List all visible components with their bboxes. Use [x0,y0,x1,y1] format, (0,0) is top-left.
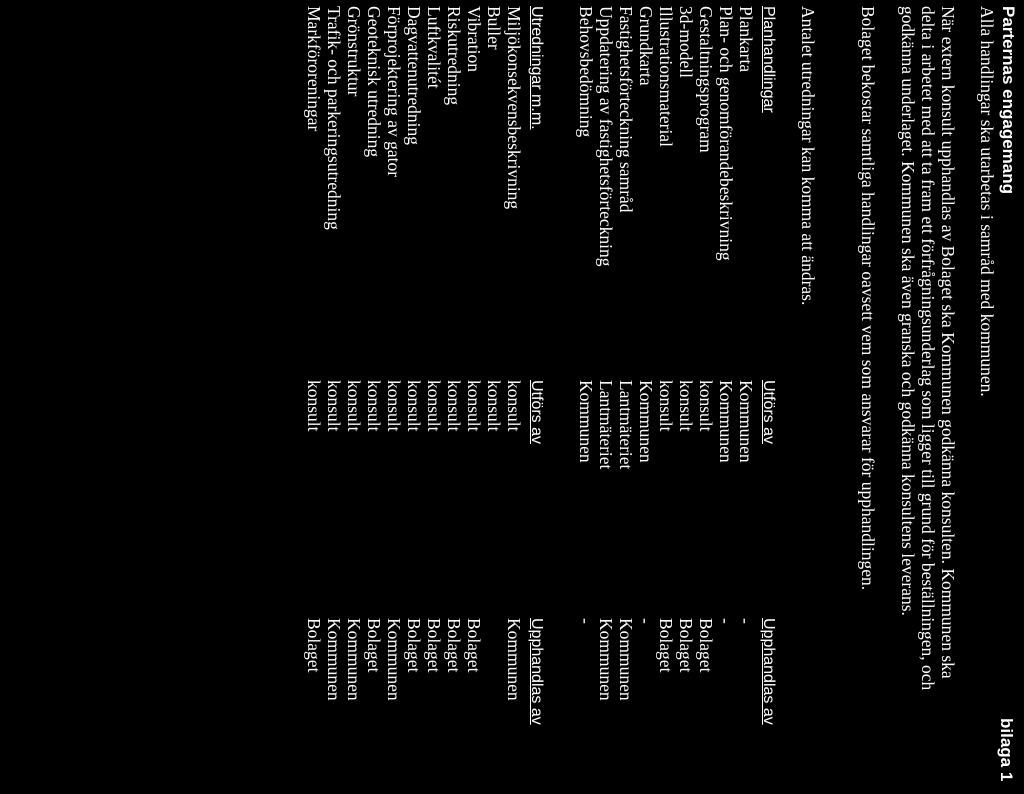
table-row [324,0,344,794]
table-cell: Bolaget [656,618,676,673]
table-row [636,0,656,794]
table-cell: Kommunen [736,380,756,463]
table-row [404,0,424,794]
table-row [596,0,616,794]
table-cell: konsult [656,380,676,432]
table-cell: Kommunen [576,380,596,463]
table-cell: konsult [404,380,424,432]
table-cell: Bolaget [676,618,696,673]
table-cell: Lantmäteriet [616,380,636,470]
table-cell: Illustrationsmaterial [656,6,676,147]
table-cell: Bolaget [304,618,324,673]
intro-text: Alla handlingar ska utarbetas i samråd med kommunen. [977,6,997,397]
table-cell: Kommunen [596,618,616,701]
table-row [716,0,736,794]
table-cell: Plan- och genomförandebeskrivning [716,6,736,261]
paragraph-changes: Antalet utredningar kan komma att ändras. [798,6,818,306]
table-cell: Dagvattenutredning [404,6,424,145]
table-row [576,0,596,794]
section-title: Parternas engagemang [999,6,1018,195]
table-cell: 3d-modell [676,6,696,78]
column-header: Planhandlingar [760,6,777,113]
table-cell: - [576,618,596,624]
table-cell: Uppdatering av fastighetsförteckning [596,6,616,267]
table-cell: Förprojektering av gator [384,6,404,178]
table-cell: Kommunen [636,380,656,463]
table-cell: - [736,618,756,624]
table-cell: Grundkarta [636,6,656,86]
table-cell: konsult [384,380,404,432]
table-cell: konsult [344,380,364,432]
table-row [616,0,636,794]
table-row [696,0,716,794]
table-cell: Kommunen [384,618,404,701]
table-row [484,0,504,794]
table-cell: Trafik- och parkeringsutredning [324,6,344,230]
column-header: Utredningar m.m. [528,6,545,130]
table-cell: konsult [504,380,524,432]
table-cell: Bolaget [464,618,484,673]
column-header: Upphandlas av [760,618,777,725]
table-cell: Bolaget [696,618,716,673]
column-header: Utförs av [760,380,777,445]
table-row [304,0,324,794]
table-cell: Miljökonsekvensbeskrivning [504,6,524,210]
table-cell: konsult [696,380,716,432]
table-cell: Kommunen [344,618,364,701]
table-cell: Plankarta [736,6,756,73]
table-cell: Behovsbedömning [576,6,596,138]
table-cell: Fastighetsförteckning samråd [616,6,636,213]
table-cell: Bolaget [444,618,464,673]
column-header: Upphandlas av [528,618,545,725]
table-row [424,0,444,794]
table-row [676,0,696,794]
column-header: Utförs av [528,380,545,445]
table-row [736,0,756,794]
table-cell: Markföroreningar [304,6,324,132]
table-cell: Kommunen [716,380,736,463]
table-header-row [526,0,546,794]
attachment-label: bilaga 1 [997,718,1016,782]
table-cell: Gestaltningsprogram [696,6,716,153]
table-cell: konsult [304,380,324,432]
table-cell: konsult [676,380,696,432]
table-cell: Kommunen [324,618,344,701]
table-cell: konsult [364,380,384,432]
table-row [444,0,464,794]
table-header-row [758,0,778,794]
table-cell: - [636,618,656,624]
table-cell: Buller [484,6,504,50]
table-cell: Bolaget [364,618,384,673]
table-cell: Kommunen [616,618,636,701]
table-cell: Vibration [464,6,484,73]
table-cell: konsult [464,380,484,432]
table-cell: Bolaget [404,618,424,673]
table-row [464,0,484,794]
table-cell: Grönstruktur [344,6,364,97]
table-cell: konsult [424,380,444,432]
table-cell: Lantmäteriet [596,380,616,470]
paragraph-costs: Bolaget bekostar samtliga handlingar oavsett vem som ansvarar för upphandlingen. [858,6,878,591]
table-row [504,0,524,794]
table-row [656,0,676,794]
table-row [384,0,404,794]
paragraph-consultant: När extern konsult upphandlas av Bolaget ska Kommunen godkänna konsulten. Kommunen ska delta i arbetet med att ta fram ett förfrågningsunderlag som ligger till grund för beställningen, och godkänna underlaget. Kommunen ska även granska och godkänna konsultens leverans. [898,6,958,691]
table-cell: Kommunen [504,618,524,701]
table-row [344,0,364,794]
table-cell: Bolaget [424,618,444,673]
table-cell: Riskutredning [444,6,464,106]
table-cell: konsult [484,380,504,432]
table-row [364,0,384,794]
table-cell: konsult [324,380,344,432]
table-cell: konsult [444,380,464,432]
table-cell: Geoteknisk utredning [364,6,384,158]
table-cell: - [716,618,736,624]
table-cell: Luftkvalitét [424,6,444,89]
